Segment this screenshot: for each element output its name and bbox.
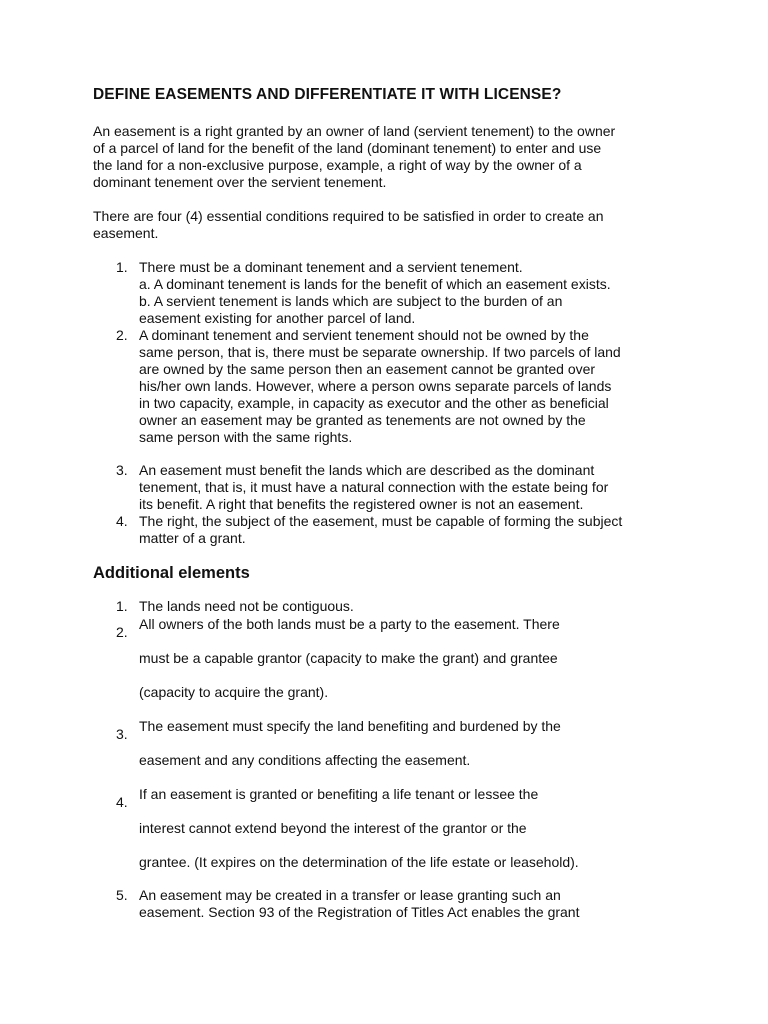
- condition-subline: easement existing for another parcel of land.: [139, 310, 416, 326]
- additional-line: must be a capable grantor (capacity to make the grant) and grantee: [139, 650, 558, 666]
- list-number: 3.: [116, 462, 128, 478]
- additional-line: The lands need not be contiguous.: [139, 598, 354, 614]
- additional-item-4: [93, 777, 693, 879]
- condition-subline: a. A dominant tenement is lands for the benefit of which an easement exists.: [139, 276, 611, 292]
- condition-line: matter of a grant.: [139, 530, 246, 546]
- condition-line: A dominant tenement and servient tenement should not be owned by the: [139, 327, 589, 343]
- additional-line: interest cannot extend beyond the interest of the grantor or the: [139, 820, 527, 836]
- condition-line: tenement, that is, it must have a natural connection with the estate being for: [139, 479, 609, 495]
- additional-line: grantee. (It expires on the determination of the life estate or leasehold).: [139, 854, 579, 870]
- additional-item-5: [93, 887, 693, 921]
- list-number: 3.: [116, 726, 128, 742]
- intro-line: dominant tenement over the servient tenement.: [93, 174, 387, 190]
- condition-line: same person with the same rights.: [139, 429, 353, 445]
- list-number: 4.: [116, 794, 128, 810]
- additional-line: All owners of the both lands must be a party to the easement. There: [139, 616, 560, 632]
- additional-line: An easement may be created in a transfer or lease granting such an: [139, 887, 561, 903]
- condition-line: in two capacity, example, in capacity as executor and the other as beneficial: [139, 395, 609, 411]
- condition-line: same person, that is, there must be separate ownership. If two parcels of land: [139, 344, 621, 360]
- intro-paragraph: [93, 123, 693, 191]
- additional-line: The easement must specify the land benefiting and burdened by the: [139, 718, 561, 734]
- section-heading: Additional elements: [93, 564, 250, 582]
- condition-item-1: [93, 259, 693, 327]
- list-number: 2.: [116, 624, 128, 640]
- additional-elements-list: [93, 598, 693, 921]
- conditions-intro-line: There are four (4) essential conditions required to be satisfied in order to create an: [93, 208, 604, 224]
- condition-item-4: [93, 513, 693, 547]
- additional-item-2: [93, 607, 693, 709]
- condition-line: owner an easement may be granted as tenements are not owned by the: [139, 412, 586, 428]
- intro-line: of a parcel of land for the benefit of the land (dominant tenement) to enter and use: [93, 140, 602, 156]
- list-number: 1.: [116, 259, 128, 275]
- condition-line: The right, the subject of the easement, must be capable of forming the subject: [139, 513, 623, 529]
- condition-line: its benefit. A right that benefits the registered owner is not an easement.: [139, 496, 584, 512]
- document-page: [93, 86, 693, 921]
- condition-line: are owned by the same person then an easement cannot be granted over: [139, 361, 596, 377]
- conditions-list: [93, 259, 693, 547]
- additional-line: easement and any conditions affecting the easement.: [139, 752, 471, 768]
- list-number: 2.: [116, 327, 128, 343]
- additional-item-3: [93, 709, 693, 777]
- additional-line: easement. Section 93 of the Registration of Titles Act enables the grant: [139, 904, 580, 920]
- condition-item-3: [93, 462, 693, 513]
- intro-line: An easement is a right granted by an owner of land (servient tenement) to the owner: [93, 123, 616, 139]
- condition-subline: b. A servient tenement is lands which are subject to the burden of an: [139, 293, 563, 309]
- condition-line: There must be a dominant tenement and a servient tenement.: [139, 259, 523, 275]
- page-title: DEFINE EASEMENTS AND DIFFERENTIATE IT WITH LICENSE?: [93, 86, 562, 103]
- condition-line: An easement must benefit the lands which are described as the dominant: [139, 462, 595, 478]
- list-number: 1.: [116, 598, 128, 614]
- intro-line: the land for a non-exclusive purpose, example, a right of way by the owner of a: [93, 157, 582, 173]
- additional-line: (capacity to acquire the grant).: [139, 684, 329, 700]
- list-number: 5.: [116, 887, 128, 903]
- condition-item-2: [93, 327, 693, 446]
- conditions-intro-paragraph: [93, 208, 693, 242]
- list-number: 4.: [116, 513, 128, 529]
- conditions-intro-line: easement.: [93, 225, 159, 241]
- condition-line: his/her own lands. However, where a person owns separate parcels of lands: [139, 378, 612, 394]
- additional-line: If an easement is granted or benefiting a life tenant or lessee the: [139, 786, 539, 802]
